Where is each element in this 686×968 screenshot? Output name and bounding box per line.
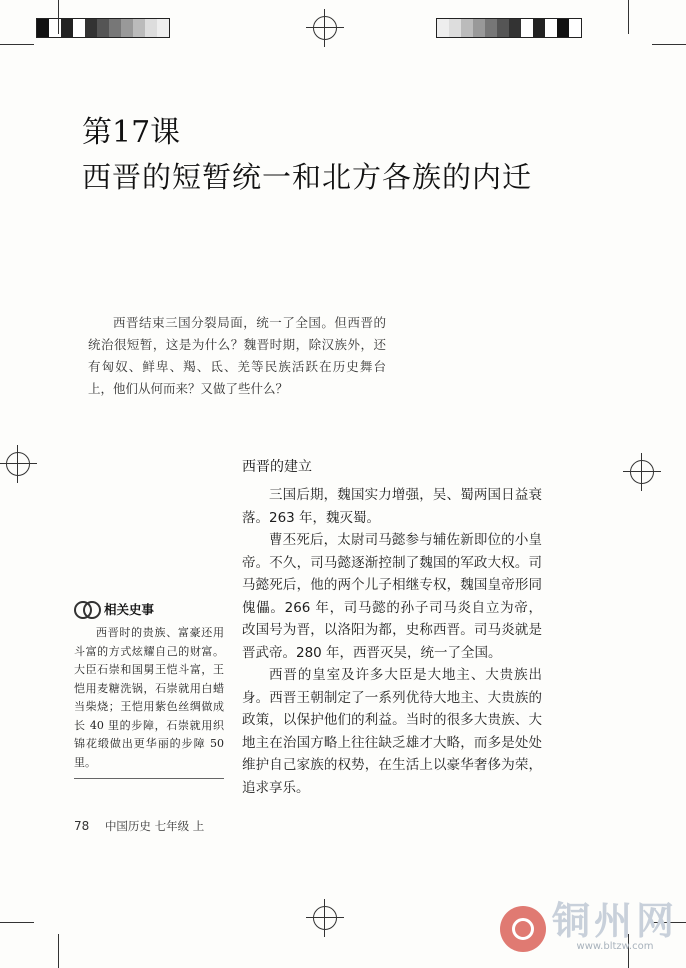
sidebar-header — [74, 598, 224, 620]
sidebar-divider — [74, 778, 224, 779]
crop-mark — [0, 922, 34, 923]
watermark-url: www.bltzw.com — [576, 941, 654, 952]
sidebar-title: 相关史事 — [104, 602, 155, 617]
watermark-seal-icon — [500, 906, 546, 952]
book-title: 中国历史 七年级 上 — [104, 819, 205, 833]
section-body — [242, 484, 542, 799]
watermark-name: 铜州网 — [551, 899, 678, 943]
sidebar-text: 西晋时的贵族、富豪还用斗富的方式炫耀自己的财富。大臣石崇和国舅王恺斗富，王恺用麦糖洗锅，石崇就用白蜡当柴烧；王恺用紫色丝绸做成长 40 里的步障，石崇就用织锦花缎做出更华丽的步障 50 里。 — [74, 626, 224, 769]
crop-mark — [58, 0, 59, 34]
page-number: 78 — [74, 819, 90, 833]
body-paragraph: 曹丕死后，太尉司马懿参与辅佐新即位的小皇帝。不久，司马懿逐渐控制了魏国的军政大权。司马懿死后，他的两个儿子相继专权，魏国皇帝形同傀儡。266 年，司马懿的孙子司马炎自立为帝，改国号为晋，以洛阳为都，史称西晋。司马炎就是晋武帝。280 年，西晋灭吴，统一了全国。 — [242, 532, 542, 661]
site-watermark — [500, 901, 678, 952]
related-history-sidebar — [74, 598, 224, 779]
intro-paragraph: 西晋结束三国分裂局面，统一了全国。但西晋的统治很短暂，这是为什么？魏晋时期，除汉族外，还有匈奴、鲜卑、羯、氐、羌等民族活跃在历史舞台上，他们从何而来？又做了些什么？ — [88, 315, 386, 396]
lesson-subtitle: 西晋的短暂统一和北方各族的内迁 — [82, 160, 533, 194]
registration-target-top — [313, 16, 337, 40]
registration-color-bar-left — [36, 18, 170, 38]
crop-mark — [652, 44, 686, 45]
body-paragraph: 西晋的皇室及许多大臣是大地主、大贵族出身。西晋王朝制定了一系列优待大地主、大贵族的政策，以保护他们的利益。当时的很多大贵族、大地主在治国方略上往往缺乏雄才大略，而多是处处维护自己家族的权势，在生活上以豪华奢侈为荣，追求享乐。 — [242, 667, 542, 796]
crop-mark — [0, 44, 34, 45]
crop-mark — [58, 934, 59, 968]
section-title: 西晋的建立 — [242, 459, 312, 475]
registration-color-bar-right — [436, 18, 582, 38]
body-paragraph: 三国后期，魏国实力增强，吴、蜀两国日益衰落。263 年，魏灭蜀。 — [242, 487, 542, 526]
lesson-number-title: 第17课 — [82, 115, 181, 150]
registration-target-left — [6, 452, 30, 476]
rings-icon — [74, 598, 100, 620]
registration-target-bottom — [313, 906, 337, 930]
page-footer — [74, 818, 204, 834]
crop-mark — [628, 0, 629, 34]
registration-target-right — [630, 460, 654, 484]
